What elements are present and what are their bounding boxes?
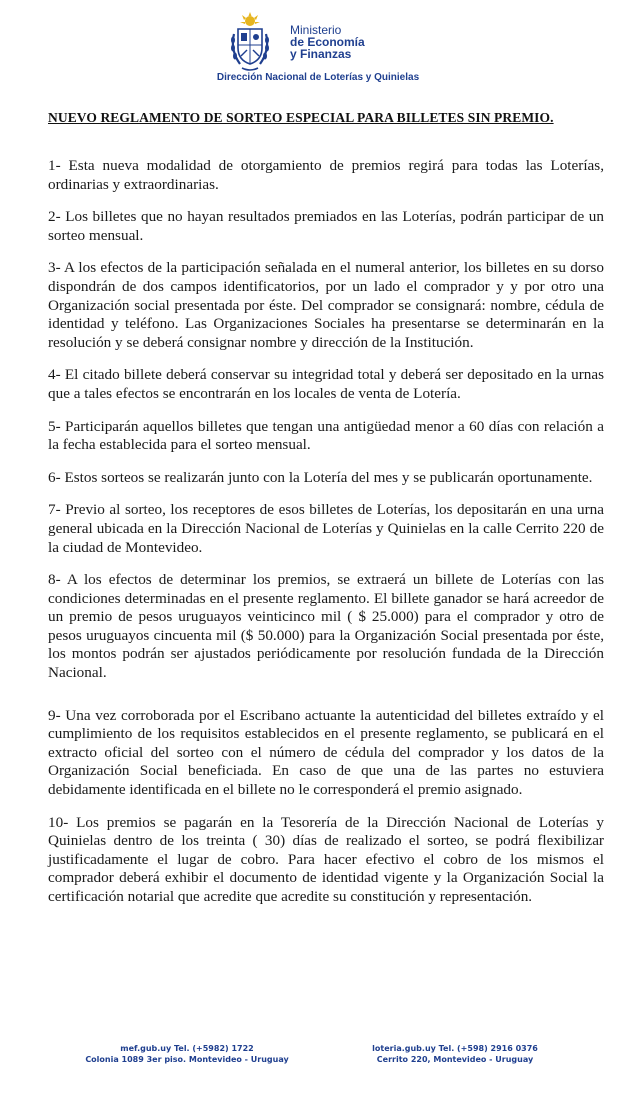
paragraph-4: 4- El citado billete deberá conservar su integridad total y deberá ser depositado en la urnas que a tales efectos se encontrarán en los locales de venta de Lotería. <box>48 366 604 402</box>
directorate-name: Dirección Nacional de Loterías y Quinielas <box>216 72 420 83</box>
paragraph-6: 6- Estos sorteos se realizarán junto con la Lotería del mes y se publicarán oportunamente. <box>48 468 593 486</box>
page-footer <box>0 1043 636 1073</box>
footer-loteria-line-2: Cerrito 220, Montevideo - Uruguay <box>376 1055 534 1064</box>
document-body <box>48 157 604 921</box>
ministry-name <box>290 24 365 60</box>
ministry-line-2: de Economía <box>290 35 365 49</box>
footer-mef-line-2: Colonia 1089 3er piso. Montevideo - Uruguay <box>85 1055 289 1064</box>
footer-loteria-line-1: loteria.gub.uy Tel. (+598) 2916 0376 <box>372 1044 538 1053</box>
footer-mef-line-1: mef.gub.uy Tel. (+5982) 1722 <box>120 1044 254 1053</box>
paragraph-5: 5- Participarán aquellos billetes que tengan una antigüedad menor a 60 días con relación a la fecha establecida para el sorteo mensual. <box>48 417 604 454</box>
footer-mef-contact <box>62 1043 312 1065</box>
paragraph-7: 7- Previo al sorteo, los receptores de esos billetes de Loterías, los depositarán en una urna general ubicada en la Dirección Nacional de Loterías y Quinielas en la calle Cerrito 220 de la ciudad de Montevideo. <box>48 501 604 556</box>
coat-of-arms-icon <box>226 12 274 72</box>
ministry-line-1: Ministerio <box>290 23 342 37</box>
ministry-line-3: y Finanzas <box>290 47 352 61</box>
paragraph-9: 9- Una vez corroborada por el Escribano actuante la autenticidad del billetes extraído y el cumplimiento de los requisitos establecidos en el presente reglamento, se publicará en el extracto oficial del sorteo con el número de cédula del comprador y los datos de la Organización Social beneficiada. En caso de que una de las partes no estuviera debidamente identificada en el billete no le corresponderá el premio asignado. <box>48 706 604 799</box>
paragraph-3: 3- A los efectos de la participación señalada en el numeral anterior, los billetes en su dorso dispondrán de dos campos identificatorios, por un lado el comprador y y por otro una Organización social presentada por éste. Del comprador se consignará: nombre, cédula de identidad y teléfono. Las Organizaciones Sociales ha presentarse se determinarán en la resolución y se deberá consignar nombre y dirección de la Institución. <box>48 259 604 351</box>
letterhead <box>0 10 636 88</box>
document-title: NUEVO REGLAMENTO DE SORTEO ESPECIAL PARA BILLETES SIN PREMIO. <box>48 110 554 125</box>
footer-loteria-contact <box>330 1043 580 1065</box>
paragraph-8: 8- A los efectos de determinar los premios, se extraerá un billete de Loterías con las condiciones determinadas en el presente reglamento. El billete ganador se hará acreedor de un premio de pesos uruguayos veinticinco mil ( $ 25.000) para el comprador y otro de pesos uruguayos cincuenta mil ($ 50.000) para la Organización Social presentada por éste, los montos podrán ser ajustados periódicamente por resolución fundada de la Dirección Nacional. <box>48 571 604 682</box>
paragraph-2: 2- Los billetes que no hayan resultados premiados en las Loterías, podrán participar de un sorteo mensual. <box>48 208 604 244</box>
paragraph-1: 1- Esta nueva modalidad de otorgamiento de premios regirá para todas las Loterías, ordinarias y extraordinarias. <box>48 157 604 193</box>
paragraph-10: 10- Los premios se pagarán en la Tesorería de la Dirección Nacional de Loterías y Quinielas dentro de los treinta ( 30) días de realizado el sorteo, se podrá flexibilizar justificadamente el lugar de cobro. Para hacer efectivo el cobro de los mismos el comprador deberá exhibir el documento de identidad vigente y la Organización Social la certificación notarial que acredite que acredite su constitución y representación. <box>48 813 604 905</box>
